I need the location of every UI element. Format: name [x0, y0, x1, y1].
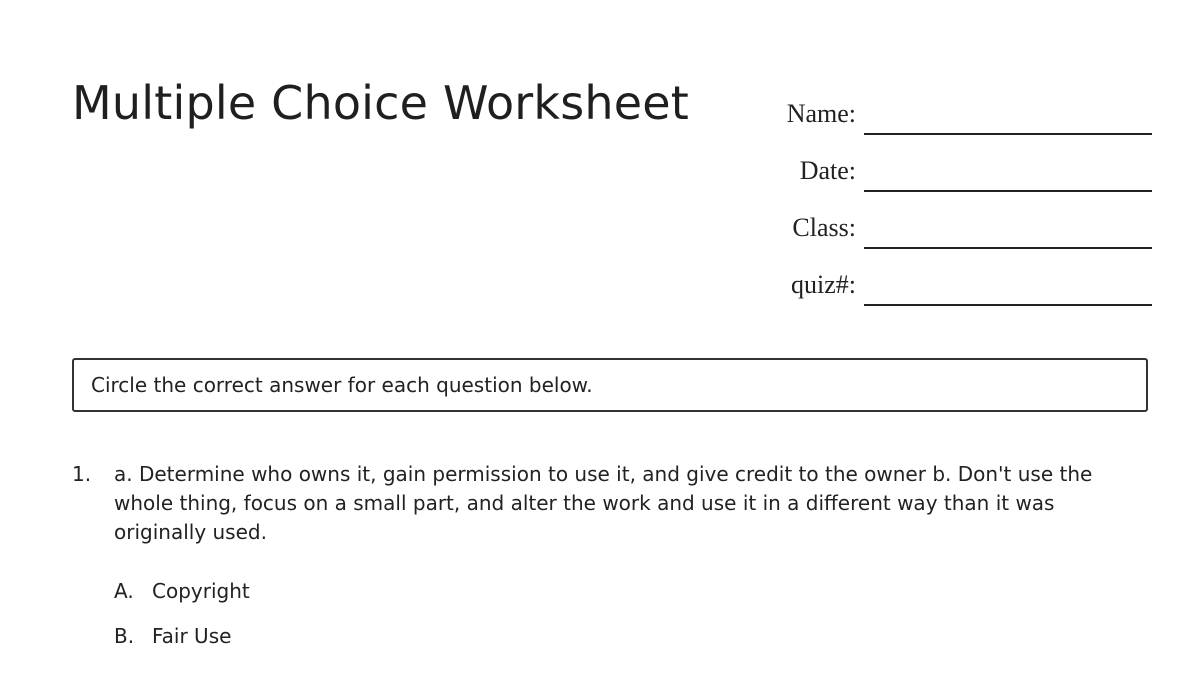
quiz-number-field-line[interactable] — [864, 266, 1152, 306]
option-a-text: Copyright — [152, 579, 250, 603]
name-field-label: Name: — [786, 99, 856, 128]
class-field-line[interactable] — [864, 209, 1152, 249]
question-1-option-a[interactable] — [114, 577, 1152, 622]
question-1-text: a. Determine who owns it, gain permission to use it, and give credit to the owner b. Don't use the whole thing, focus on a small part, and alter the work and use it in a different way than it was originally used. — [114, 462, 1093, 544]
question-1-row — [72, 460, 1152, 547]
option-b-text: Fair Use — [152, 624, 232, 648]
question-1-option-b[interactable] — [114, 622, 1152, 667]
quiz-number-field — [760, 249, 1152, 306]
quiz-number-field-label: quiz#: — [791, 270, 856, 299]
question-1-options — [114, 577, 1152, 667]
option-b-letter: B. — [114, 624, 135, 648]
page-title: Multiple Choice Worksheet — [72, 76, 689, 130]
instructions-text: Circle the correct answer for each question below. — [91, 373, 593, 397]
name-field — [760, 78, 1152, 135]
class-field-label: Class: — [792, 213, 856, 242]
date-field-line[interactable] — [864, 152, 1152, 192]
question-1 — [72, 460, 1152, 667]
date-field-label: Date: — [799, 156, 856, 185]
class-field — [760, 192, 1152, 249]
date-field — [760, 135, 1152, 192]
option-a-letter: A. — [114, 579, 134, 603]
student-info-fields — [760, 78, 1152, 306]
name-field-line[interactable] — [864, 95, 1152, 135]
instructions-box — [72, 358, 1148, 412]
question-1-number: 1. — [72, 462, 92, 486]
